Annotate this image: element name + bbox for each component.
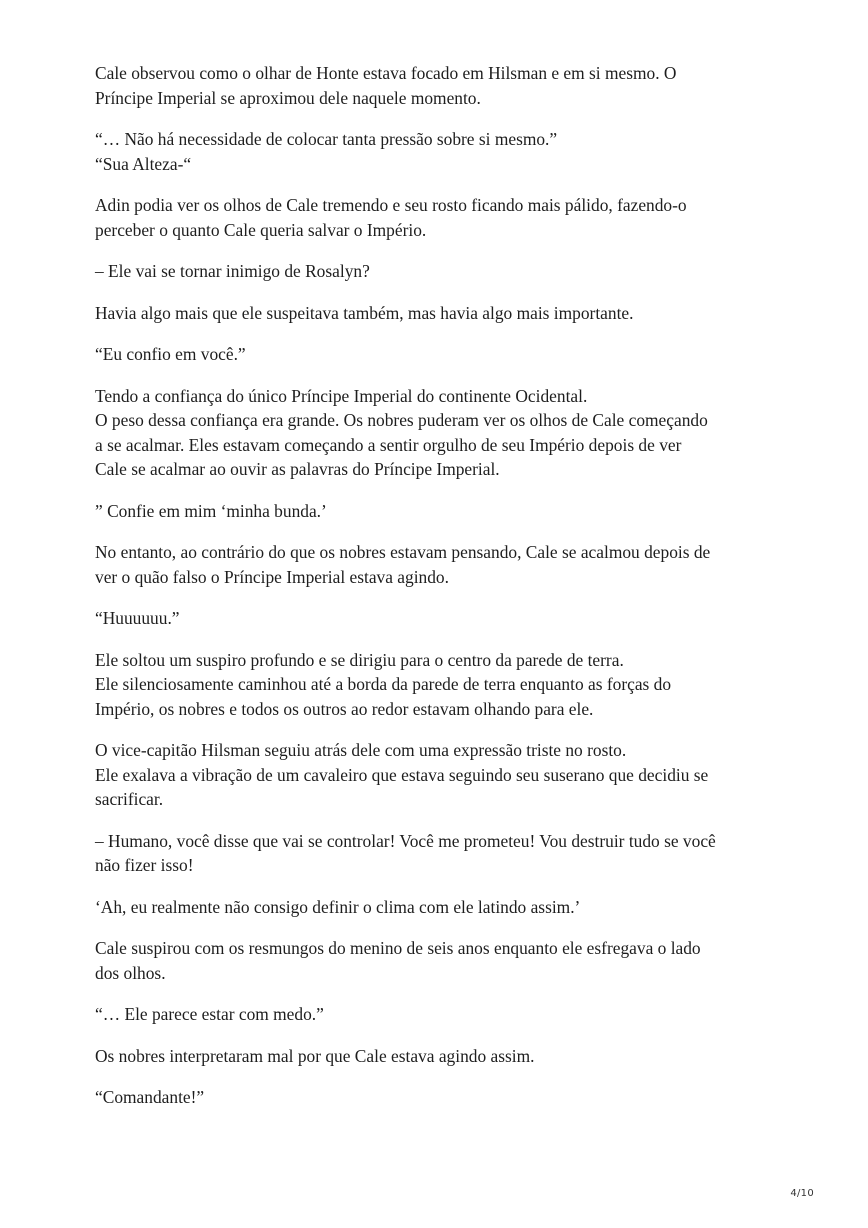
text-line: dos olhos. (95, 962, 166, 983)
text-line: “Eu confio em você.” (95, 344, 246, 364)
paragraph (95, 606, 795, 631)
paragraph (95, 193, 795, 242)
text-line: “Comandante!” (95, 1087, 205, 1107)
text-line: ‘Ah, eu realmente não consigo definir o clima com ele latindo assim.’ (95, 896, 581, 917)
text-line: Império, os nobres e todos os outros ao redor estavam olhando para ele. (95, 698, 594, 719)
text-line: ver o quão falso o Príncipe Imperial estava agindo. (95, 566, 449, 587)
text-line: não fizer isso! (95, 855, 194, 875)
paragraph (95, 259, 795, 284)
text-line: “Huuuuuu.” (95, 608, 180, 628)
page-number: 4/10 (790, 1188, 814, 1199)
text-line: – Humano, você disse que vai se controlar! Você me prometeu! Vou destruir tudo se você (95, 830, 716, 851)
text-line: “… Não há necessidade de colocar tanta pressão sobre si mesmo.” (95, 129, 558, 149)
document-body (95, 61, 795, 1127)
text-line: ” Confie em mim ‘minha bunda.’ (95, 500, 327, 521)
paragraph (95, 301, 795, 326)
paragraph (95, 127, 795, 176)
text-line: Adin podia ver os olhos de Cale tremendo e seu rosto ficando mais pálido, fazendo-o (95, 195, 687, 215)
text-line: – Ele vai se tornar inimigo de Rosalyn? (95, 261, 370, 281)
text-line: Cale suspirou com os resmungos do menino de seis anos enquanto ele esfregava o lado (95, 938, 701, 958)
text-line: perceber o quanto Cale queria salvar o Império. (95, 219, 427, 240)
text-line: Tendo a confiança do único Príncipe Imperial do continente Ocidental. (95, 385, 588, 406)
text-line: Cale se acalmar ao ouvir as palavras do Príncipe Imperial. (95, 459, 500, 479)
text-line: No entanto, ao contrário do que os nobres estavam pensando, Cale se acalmou depois de (95, 542, 711, 562)
text-line: Ele silenciosamente caminhou até a borda da parede de terra enquanto as forças do (95, 674, 672, 694)
text-line: sacrificar. (95, 789, 164, 809)
paragraph (95, 342, 795, 367)
text-line: a se acalmar. Eles estavam começando a sentir orgulho de seu Império depois de ver (95, 434, 682, 455)
paragraph (95, 540, 795, 589)
paragraph (95, 384, 795, 482)
paragraph (95, 895, 795, 920)
text-line: O peso dessa confiança era grande. Os nobres puderam ver os olhos de Cale começando (95, 410, 708, 430)
paragraph (95, 499, 795, 524)
paragraph (95, 1044, 795, 1069)
paragraph (95, 936, 795, 985)
paragraph (95, 648, 795, 722)
text-line: Príncipe Imperial se aproximou dele naquele momento. (95, 87, 481, 108)
text-line: Havia algo mais que ele suspeitava também, mas havia algo mais importante. (95, 302, 634, 323)
text-line: O vice-capitão Hilsman seguiu atrás dele com uma expressão triste no rosto. (95, 740, 627, 760)
paragraph (95, 1002, 795, 1027)
paragraph (95, 829, 795, 878)
text-line: Ele soltou um suspiro profundo e se dirigiu para o centro da parede de terra. (95, 649, 624, 670)
paragraph (95, 1085, 795, 1110)
paragraph (95, 738, 795, 812)
text-line: “… Ele parece estar com medo.” (95, 1004, 324, 1024)
text-line: “Sua Alteza-“ (95, 153, 192, 174)
paragraph (95, 61, 795, 110)
text-line: Ele exalava a vibração de um cavaleiro que estava seguindo seu suserano que decidiu se (95, 764, 709, 785)
text-line: Os nobres interpretaram mal por que Cale estava agindo assim. (95, 1045, 535, 1066)
text-line: Cale observou como o olhar de Honte estava focado em Hilsman e em si mesmo. O (95, 63, 677, 83)
